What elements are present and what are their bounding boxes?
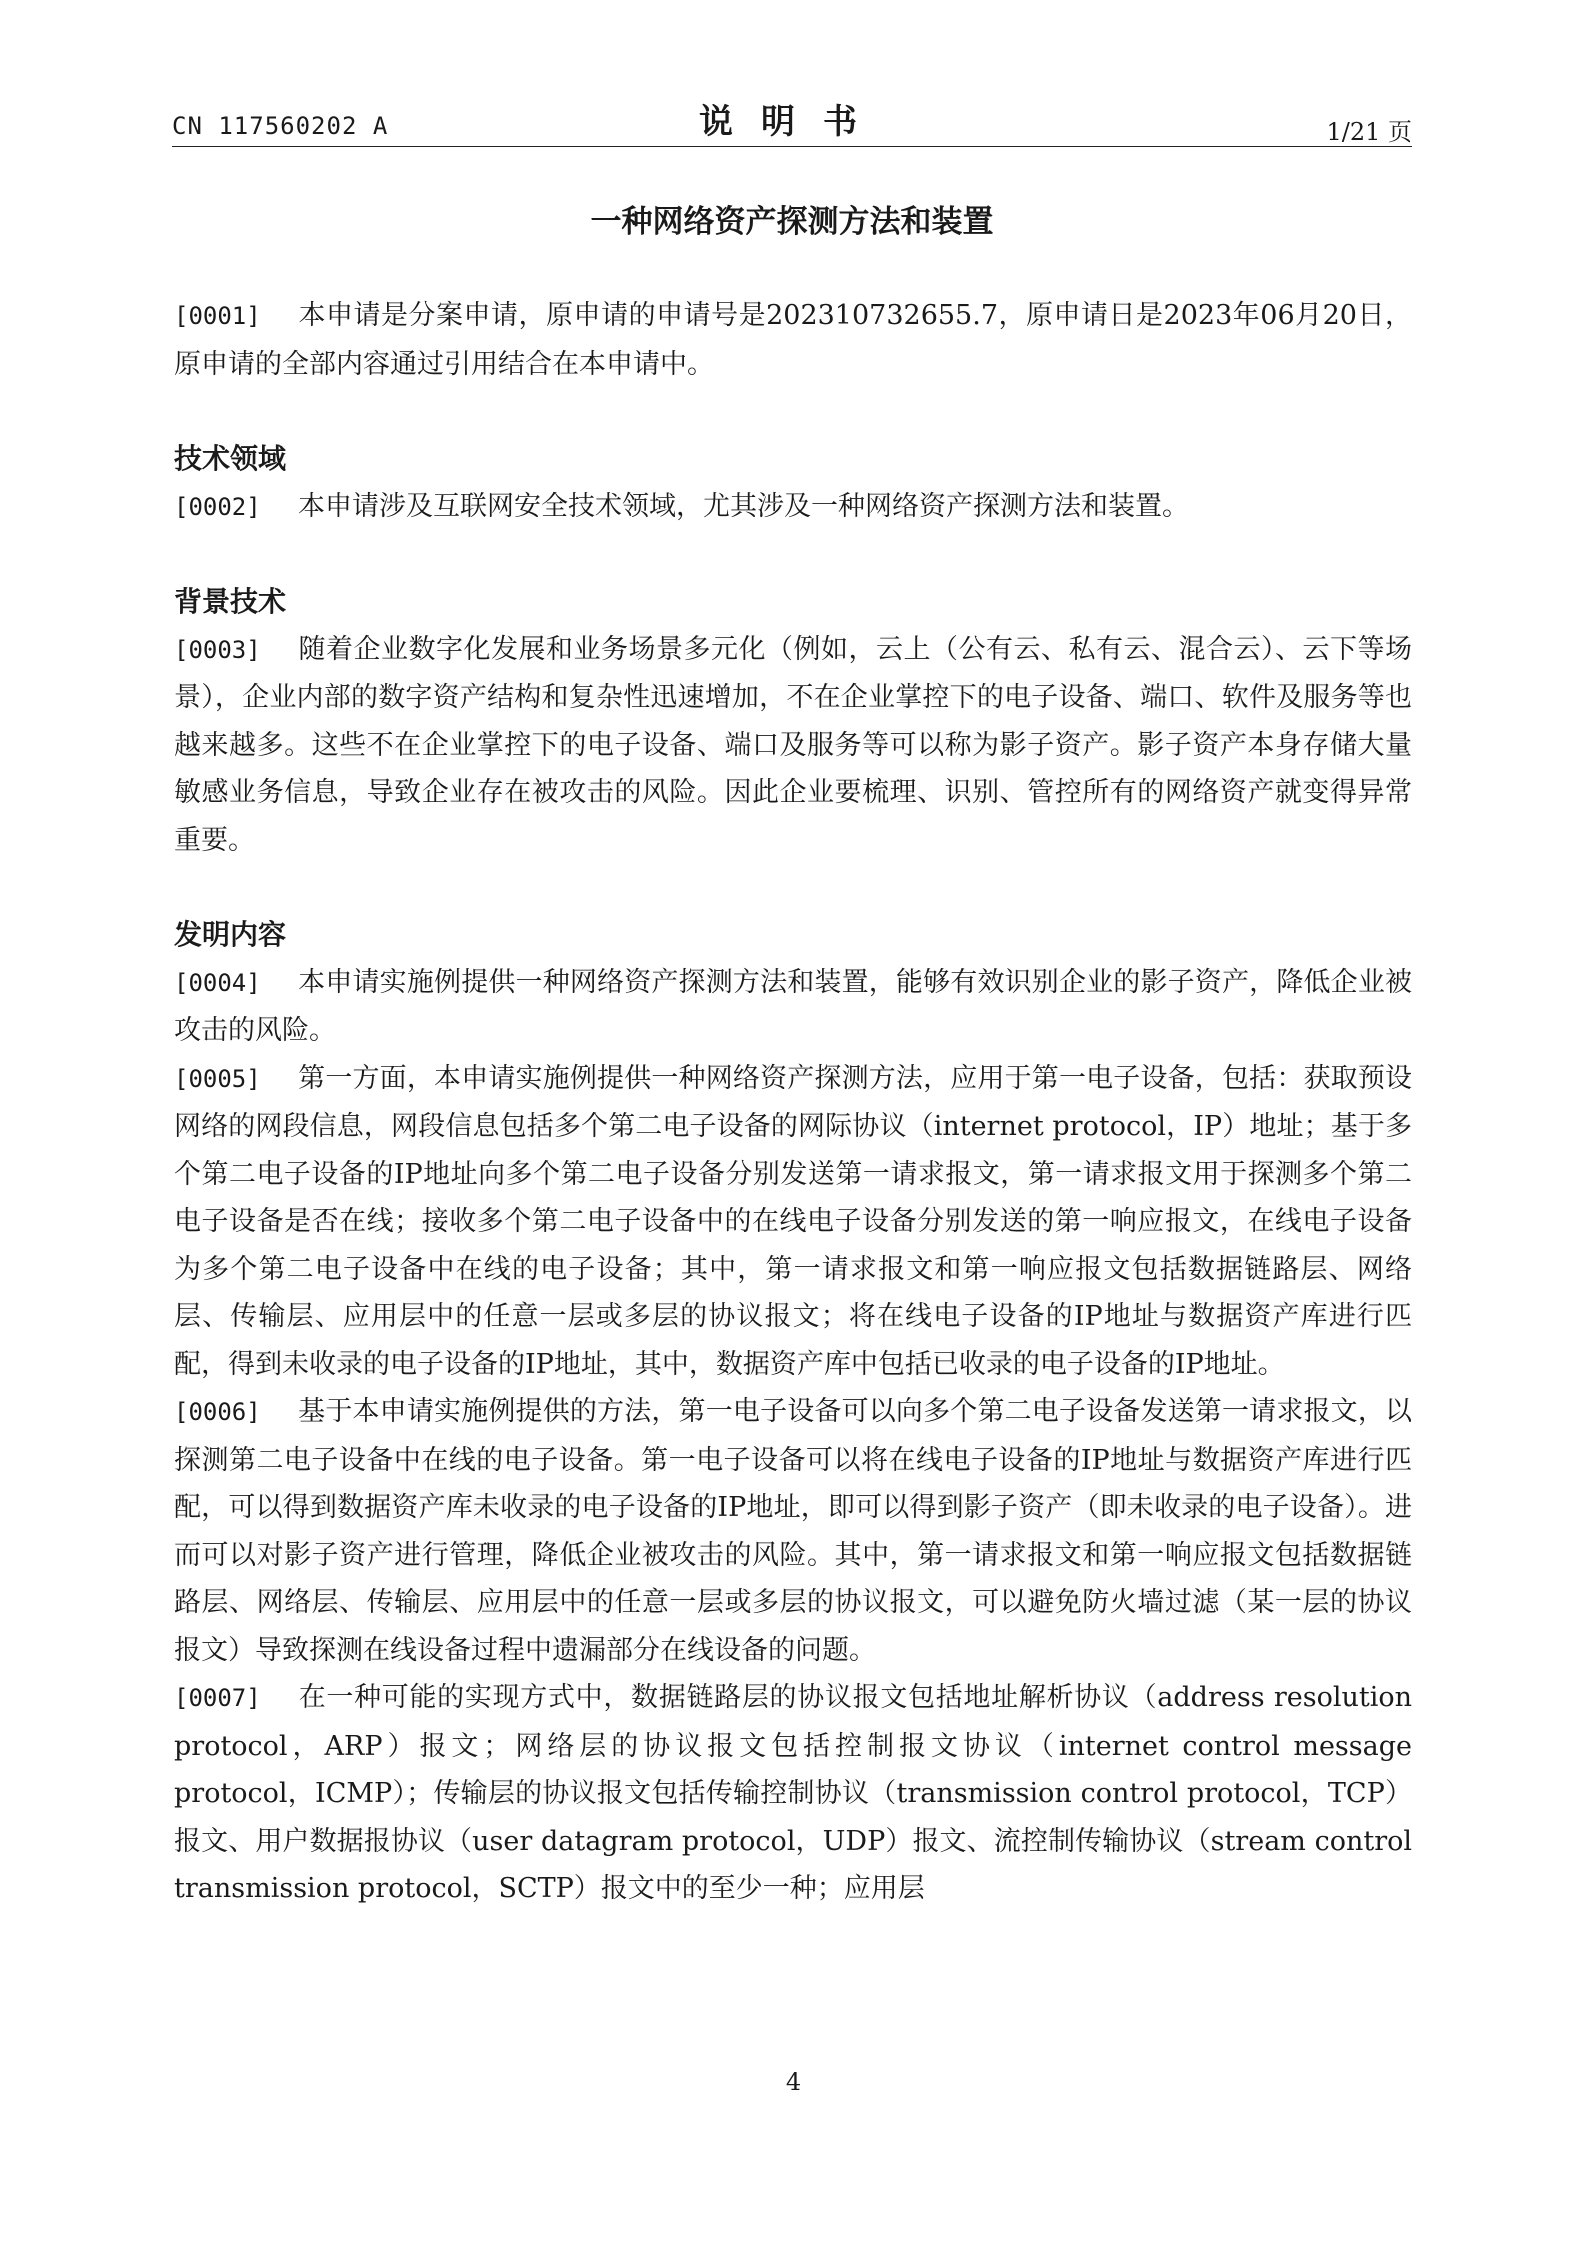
paragraph-text: 在一种可能的实现方式中，数据链路层的协议报文包括地址解析协议（address resolution protocol，ARP）报文；网络层的协议报文包括控制报文协议（internet control message protocol，ICMP）；传输层的协议报文包括传输控制协议（transmission control protocol，TCP）报文、用户数据报协议（user datagram protocol，UDP）报文、流控制传输协议（stream control transmission protocol，SCTP）报文中的至少一种；应用层: [174, 1682, 1412, 1904]
paragraph-0003: [174, 626, 1412, 865]
paragraph-0002: [174, 483, 1412, 532]
description-body: [174, 292, 1412, 1913]
paragraph-number: [0001]: [174, 302, 261, 330]
paragraph-text: 随着企业数字化发展和业务场景多元化（例如，云上（公有云、私有云、混合云）、云下等场景），企业内部的数字资产结构和复杂性迅速增加，不在企业掌控下的电子设备、端口、软件及服务等也越来越多。这些不在企业掌控下的电子设备、端口及服务等可以称为影子资产。影子资产本身存储大量敏感业务信息，导致企业存在被攻击的风险。因此企业要梳理、识别、管控所有的网络资产就变得异常重要。: [174, 633, 1412, 856]
section-gap: [174, 531, 1412, 578]
paragraph-text: 本申请是分案申请，原申请的申请号是202310732655.7，原申请日是2023年06月20日，原申请的全部内容通过引用结合在本申请中。: [174, 300, 1412, 380]
paragraph-text: 本申请涉及互联网安全技术领域，尤其涉及一种网络资产探测方法和装置。: [298, 490, 1189, 522]
paragraph-number: [0006]: [174, 1398, 261, 1426]
section-heading-summary: 发明内容: [174, 918, 287, 951]
section-heading-background: 背景技术: [174, 585, 287, 618]
paragraph-text: 本申请实施例提供一种网络资产探测方法和装置，能够有效识别企业的影子资产，降低企业被攻击的风险。: [174, 966, 1412, 1046]
paragraph-0004: [174, 959, 1412, 1055]
paragraph-number: [0007]: [174, 1684, 261, 1712]
paragraph-text: 第一方面，本申请实施例提供一种网络资产探测方法，应用于第一电子设备，包括：获取预设网络的网段信息，网段信息包括多个第二电子设备的网际协议（internet protocol，IP）地址；基于多个第二电子设备的IP地址向多个第二电子设备分别发送第一请求报文，第一请求报文用于探测多个第二电子设备是否在线；接收多个第二电子设备中的在线电子设备分别发送的第一响应报文，在线电子设备为多个第二电子设备中在线的电子设备；其中，第一请求报文和第一响应报文包括数据链路层、网络层、传输层、应用层中的任意一层或多层的协议报文；将在线电子设备的IP地址与数据资产库进行匹配，得到未收录的电子设备的IP地址，其中，数据资产库中包括已收录的电子设备的IP地址。: [174, 1062, 1412, 1380]
header-rule: [172, 146, 1412, 147]
section-gap: [174, 388, 1412, 435]
paragraph-text: 基于本申请实施例提供的方法，第一电子设备可以向多个第二电子设备发送第一请求报文，以探测第二电子设备中在线的电子设备。第一电子设备可以将在线电子设备的IP地址与数据资产库进行匹配，可以得到数据资产库未收录的电子设备的IP地址，即可以得到影子资产（即未收录的电子设备）。进而可以对影子资产进行管理，降低企业被攻击的风险。其中，第一请求报文和第一响应报文包括数据链路层、网络层、传输层、应用层中的任意一层或多层的协议报文，可以避免防火墙过滤（某一层的协议报文）导致探测在线设备过程中遗漏部分在线设备的问题。: [174, 1396, 1412, 1666]
paragraph-number: [0003]: [174, 635, 261, 664]
section-heading-field: 技术领域: [174, 442, 287, 475]
page-number: 4: [785, 2068, 802, 2096]
paragraph-number: [0004]: [174, 968, 261, 997]
invention-title: 一种网络资产探测方法和装置: [590, 204, 994, 240]
document-type: 说明书: [699, 102, 885, 142]
section-gap: [174, 864, 1412, 911]
paragraph-0007: [174, 1674, 1412, 1913]
paragraph-number: [0002]: [174, 492, 261, 521]
paragraph-0001: [174, 292, 1412, 388]
page-label: 1/21 页: [1326, 118, 1412, 146]
paragraph-0005: [174, 1055, 1412, 1389]
page-header: [172, 90, 1412, 150]
paragraph-0006: [174, 1388, 1412, 1674]
patent-number: CN 117560202 A: [172, 112, 389, 140]
paragraph-number: [0005]: [174, 1064, 261, 1093]
